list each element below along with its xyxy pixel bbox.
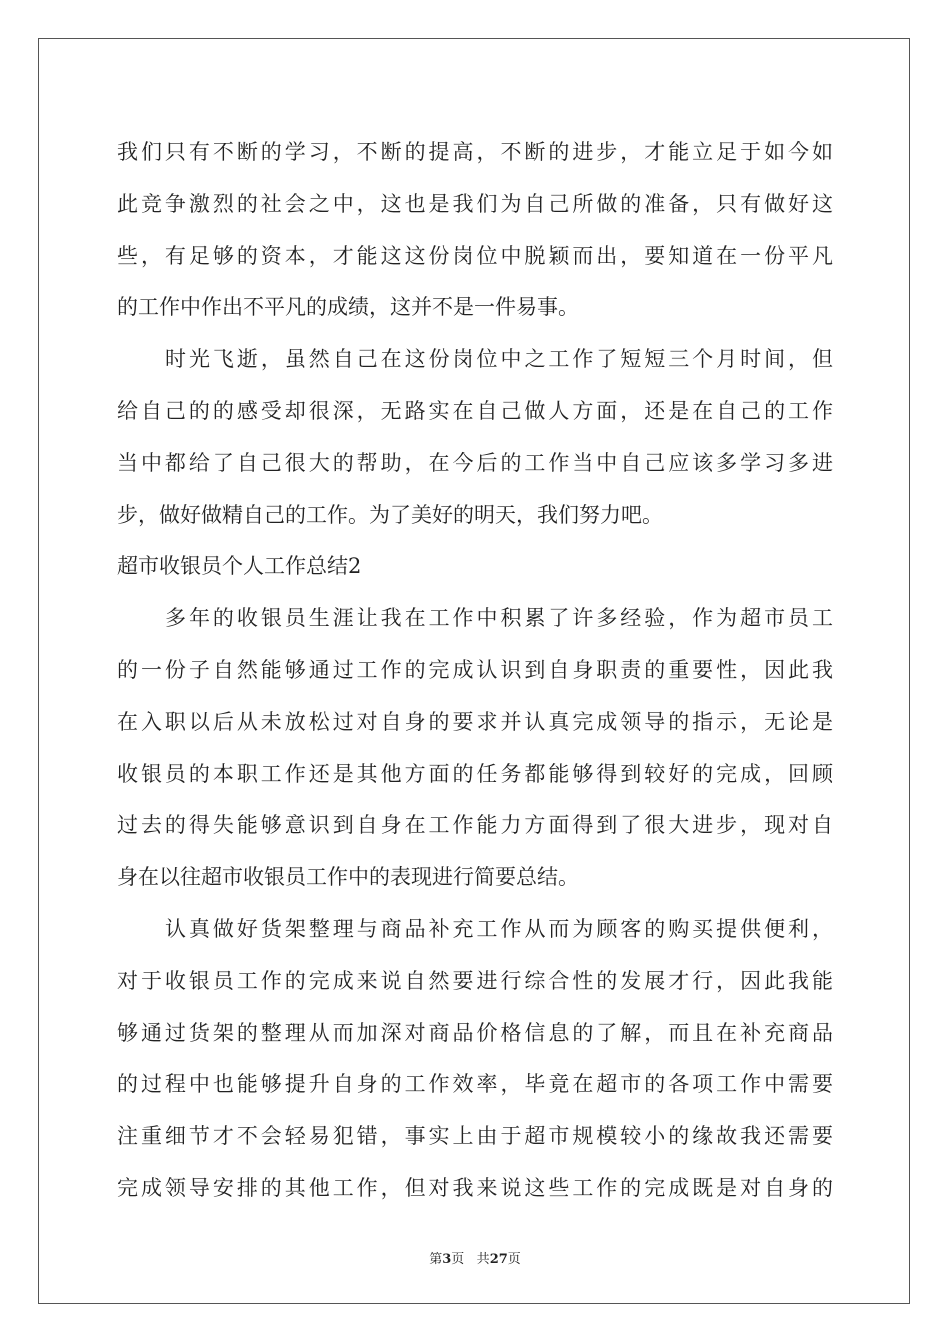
page-unit: 页	[451, 1252, 465, 1267]
section-heading: 超市收银员个人工作总结2	[117, 554, 362, 579]
paragraph	[117, 904, 833, 1215]
paragraph	[117, 593, 833, 904]
text-line: 够通过货架的整理从而加深对商品价格信息的了解，而且在补充商品	[117, 1020, 833, 1045]
text-line: 步，做好做精自己的工作。为了美好的明天，我们努力吧。	[117, 502, 663, 527]
text-line: 收银员的本职工作还是其他方面的任务都能够得到较好的完成，回顾	[117, 761, 833, 786]
total-prefix: 共	[476, 1252, 490, 1267]
text-line: 过去的得失能够意识到自身在工作能力方面得到了很大进步，现对自	[117, 813, 833, 838]
document-body	[117, 127, 833, 1215]
total-pages-number: 27	[489, 1252, 508, 1267]
text-line: 当中都给了自己很大的帮助，在今后的工作当中自己应该多学习多进	[117, 450, 833, 475]
text-line: 在入职以后从未放松过对自身的要求并认真完成领导的指示，无论是	[117, 709, 833, 734]
paragraph-continued	[117, 127, 833, 334]
page-footer	[0, 1248, 950, 1267]
text-line: 完成领导安排的其他工作，但对我来说这些工作的完成既是对自身的	[117, 1175, 833, 1200]
paragraph	[117, 334, 833, 541]
text-line: 时光飞逝，虽然自己在这份岗位中之工作了短短三个月时间，但	[165, 347, 833, 372]
text-line: 认真做好货架整理与商品补充工作从而为顾客的购买提供便利，	[165, 916, 833, 941]
text-line: 多年的收银员生涯让我在工作中积累了许多经验，作为超市员工	[165, 606, 833, 631]
text-line: 给自己的的感受却很深，无路实在自己做人方面，还是在自己的工作	[117, 398, 833, 423]
text-line: 些，有足够的资本，才能这这份岗位中脱颖而出，要知道在一份平凡	[117, 243, 833, 268]
current-page-number: 3	[442, 1252, 452, 1267]
text-line: 对于收银员工作的完成来说自然要进行综合性的发展才行，因此我能	[117, 968, 833, 993]
page-prefix: 第	[429, 1252, 443, 1267]
total-unit: 页	[507, 1252, 521, 1267]
text-line: 的工作中作出不平凡的成绩，这并不是一件易事。	[117, 295, 579, 320]
text-line: 身在以往超市收银员工作中的表现进行简要总结。	[117, 865, 579, 890]
text-line: 注重细节才不会轻易犯错，事实上由于超市规模较小的缘故我还需要	[117, 1124, 833, 1149]
text-line: 此竞争激烈的社会之中，这也是我们为自己所做的准备，只有做好这	[117, 191, 833, 216]
text-line: 的过程中也能够提升自身的工作效率，毕竟在超市的各项工作中需要	[117, 1072, 833, 1097]
text-line: 的一份子自然能够通过工作的完成认识到自身职责的重要性，因此我	[117, 657, 833, 682]
text-line: 我们只有不断的学习，不断的提高，不断的进步，才能立足于如今如	[117, 140, 833, 164]
